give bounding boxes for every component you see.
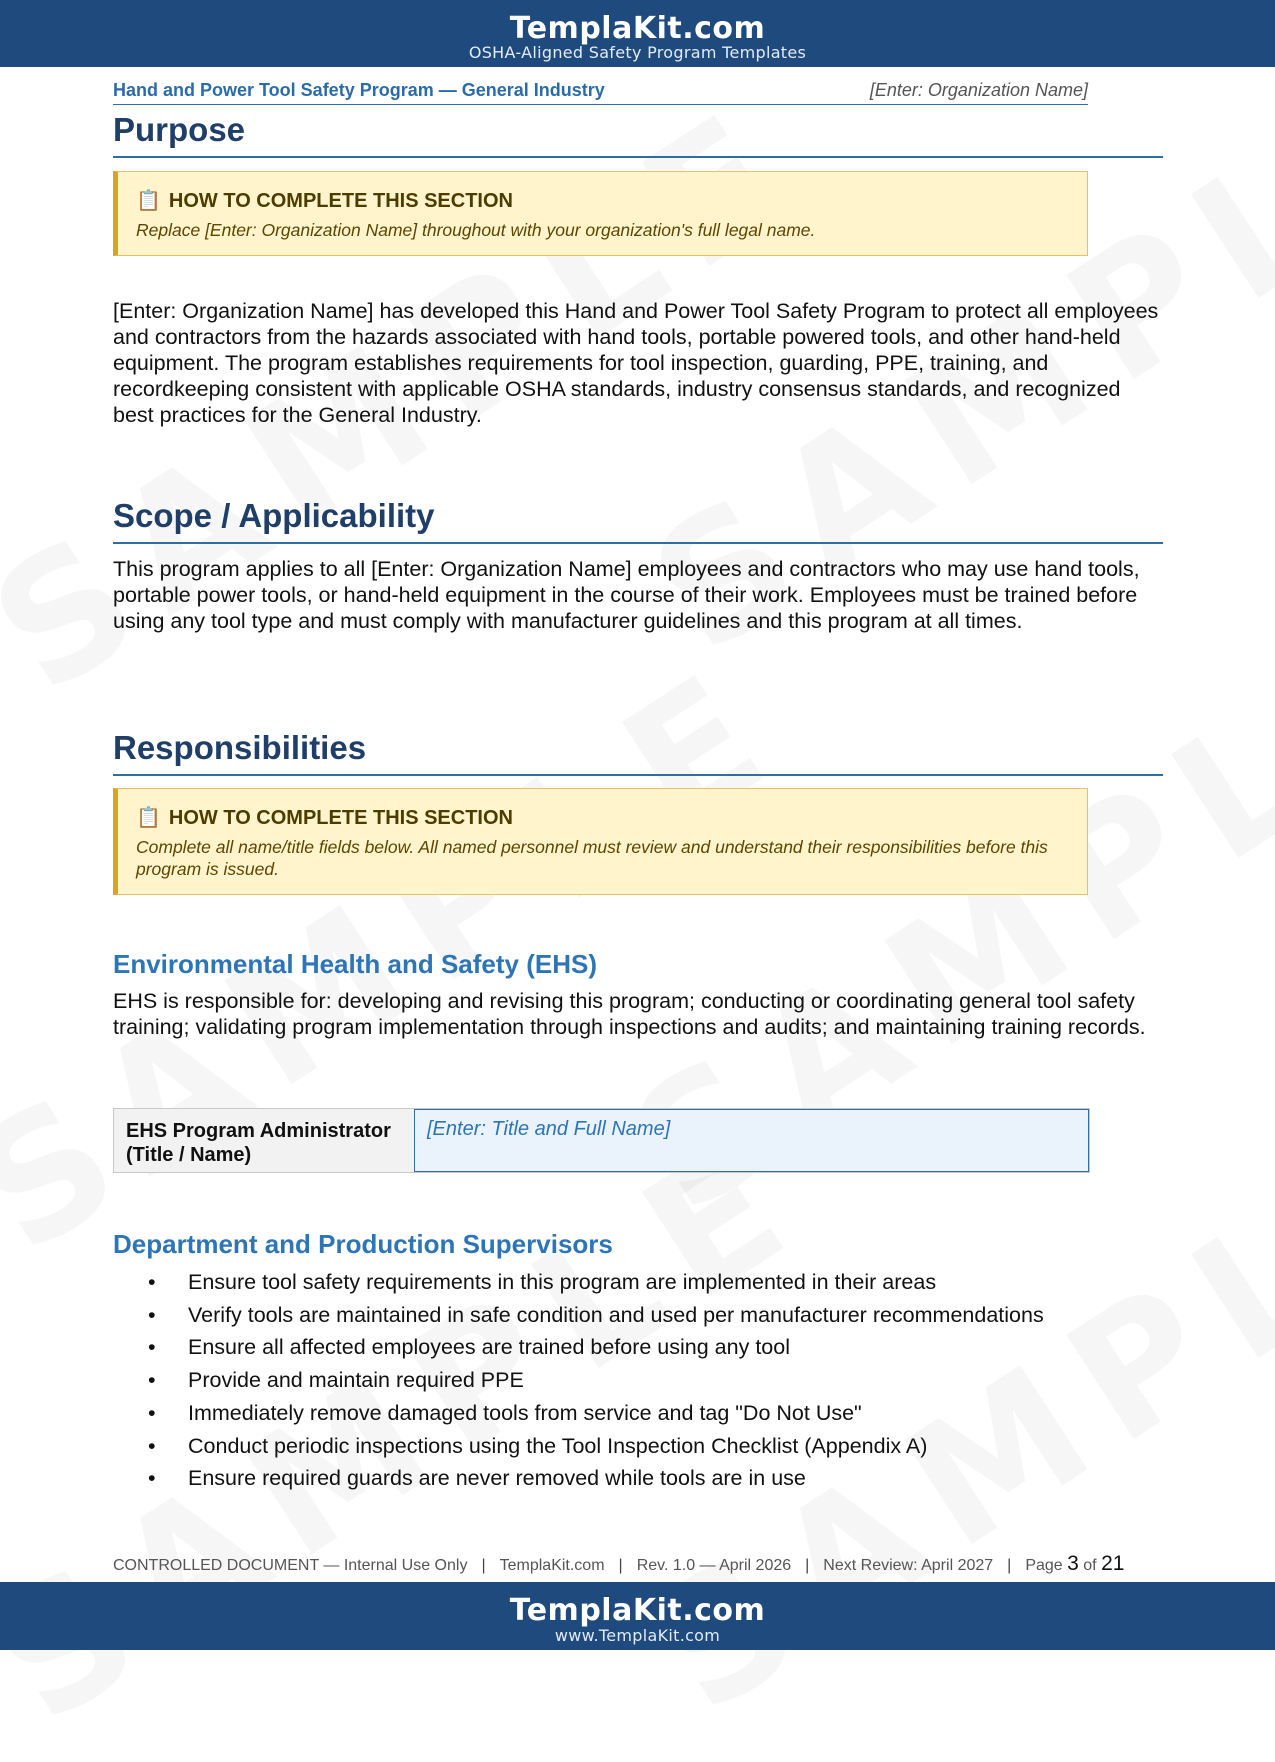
list-item: [113, 1364, 1163, 1397]
howto-callout-responsibilities: [113, 788, 1088, 895]
list-item: [113, 1462, 1163, 1495]
scope-paragraph: This program applies to all [Enter: Organization Name] employees and contractors who may use hand tools, portable power tools, or hand-held equipment in the course of their work. Employees must be trained before using any tool type and must comply with manufacturer guidelines and this program at all times.: [113, 557, 1140, 633]
subheading-ehs: Environmental Health and Safety (EHS): [113, 949, 597, 979]
ehs-administrator-field: [113, 1108, 1090, 1173]
clipboard-icon: 📋: [136, 805, 161, 829]
footer-next-review: Next Review: April 2027: [823, 1557, 994, 1574]
supervisor-responsibilities-list: [113, 1266, 1163, 1495]
running-header: [113, 78, 1088, 105]
document-title: Hand and Power Tool Safety Program — General Industry: [113, 80, 605, 100]
list-item: [113, 1299, 1163, 1332]
footer-separator: |: [805, 1557, 810, 1574]
footer-separator: |: [618, 1557, 623, 1574]
section-heading-purpose: Purpose: [113, 110, 1163, 158]
howto-instructions: Replace [Enter: Organization Name] throughout with your organization's full legal name.: [136, 220, 816, 240]
document-footer: [113, 1552, 1163, 1582]
howto-instructions: Complete all name/title fields below. All named personnel must review and understand their responsibilities before this program is issued.: [136, 837, 1048, 879]
list-item: [113, 1266, 1163, 1299]
bullet-icon: •: [148, 1466, 156, 1491]
list-item-text: Provide and maintain required PPE: [188, 1368, 524, 1393]
brand-tagline: OSHA-Aligned Safety Program Templates: [468, 43, 807, 62]
list-item-text: Verify tools are maintained in safe condition and used per manufacturer recommendations: [188, 1302, 1044, 1327]
bullet-icon: •: [148, 1302, 156, 1327]
ehs-paragraph: EHS is responsible for: developing and revising this program; conducting or coordinating general tool safety training; validating program implementation through inspections and audits; and maintaining training records.: [113, 989, 1146, 1039]
footer-revision: Rev. 1.0 — April 2026: [636, 1557, 792, 1574]
page-current: 3: [1067, 1552, 1079, 1575]
bullet-icon: •: [148, 1368, 156, 1393]
howto-title-text: HOW TO COMPLETE THIS SECTION: [168, 190, 513, 212]
footer-separator: |: [1007, 1557, 1012, 1574]
purpose-paragraph: [Enter: Organization Name] has developed this Hand and Power Tool Safety Program to protect all employees and contractors from the hazards associated with hand tools, portable powered tools, and other hand-held equipment. The program establishes requirements for tool inspection, guarding, PPE, training, and recordkeeping consistent with applicable OSHA standards, industry consensus standards, and recognized best practices for the General Industry.: [113, 299, 1159, 427]
subheading-supervisors: Department and Production Supervisors: [113, 1229, 613, 1259]
page-number: [1025, 1552, 1124, 1576]
list-item-text: Conduct periodic inspections using the Tool Inspection Checklist (Appendix A): [188, 1433, 928, 1458]
top-brand-bar: [0, 0, 1275, 67]
ehs-administrator-input[interactable]: [Enter: Title and Full Name]: [414, 1109, 1089, 1172]
organization-placeholder: [Enter: Organization Name]: [869, 80, 1088, 100]
section-heading-responsibilities: Responsibilities: [113, 728, 1163, 776]
list-item-text: Ensure all affected employees are trained before using any tool: [188, 1335, 790, 1360]
bullet-icon: •: [148, 1433, 156, 1458]
list-item: [113, 1397, 1163, 1430]
bottom-brand-bar: [0, 1582, 1275, 1650]
footer-site: TemplaKit.com: [499, 1557, 605, 1574]
list-item: [113, 1430, 1163, 1463]
brand-name: TemplaKit.com: [509, 11, 766, 46]
bullet-icon: •: [148, 1400, 156, 1425]
page-of: of: [1083, 1557, 1097, 1574]
brand-url: www.TemplaKit.com: [554, 1626, 721, 1645]
clipboard-icon: 📋: [136, 188, 161, 212]
list-item-text: Immediately remove damaged tools from service and tag "Do Not Use": [188, 1400, 862, 1425]
page-total: 21: [1101, 1552, 1125, 1575]
bullet-icon: •: [148, 1270, 156, 1294]
ehs-administrator-label: EHS Program Administrator (Title / Name): [114, 1109, 414, 1172]
howto-title-text: HOW TO COMPLETE THIS SECTION: [168, 807, 513, 829]
list-item: [113, 1331, 1163, 1364]
list-item-text: Ensure required guards are never removed while tools are in use: [188, 1466, 806, 1491]
brand-name: TemplaKit.com: [509, 1593, 766, 1628]
footer-separator: |: [481, 1557, 486, 1574]
howto-title: [136, 805, 1069, 830]
howto-callout-purpose: [113, 171, 1088, 256]
page-label: Page: [1025, 1557, 1063, 1574]
controlled-document-notice: CONTROLLED DOCUMENT — Internal Use Only: [113, 1557, 468, 1574]
list-item-text: Ensure tool safety requirements in this program are implemented in their areas: [188, 1270, 937, 1294]
bullet-icon: •: [148, 1335, 156, 1360]
section-heading-scope: Scope / Applicability: [113, 496, 1163, 544]
howto-title: [136, 188, 1069, 213]
